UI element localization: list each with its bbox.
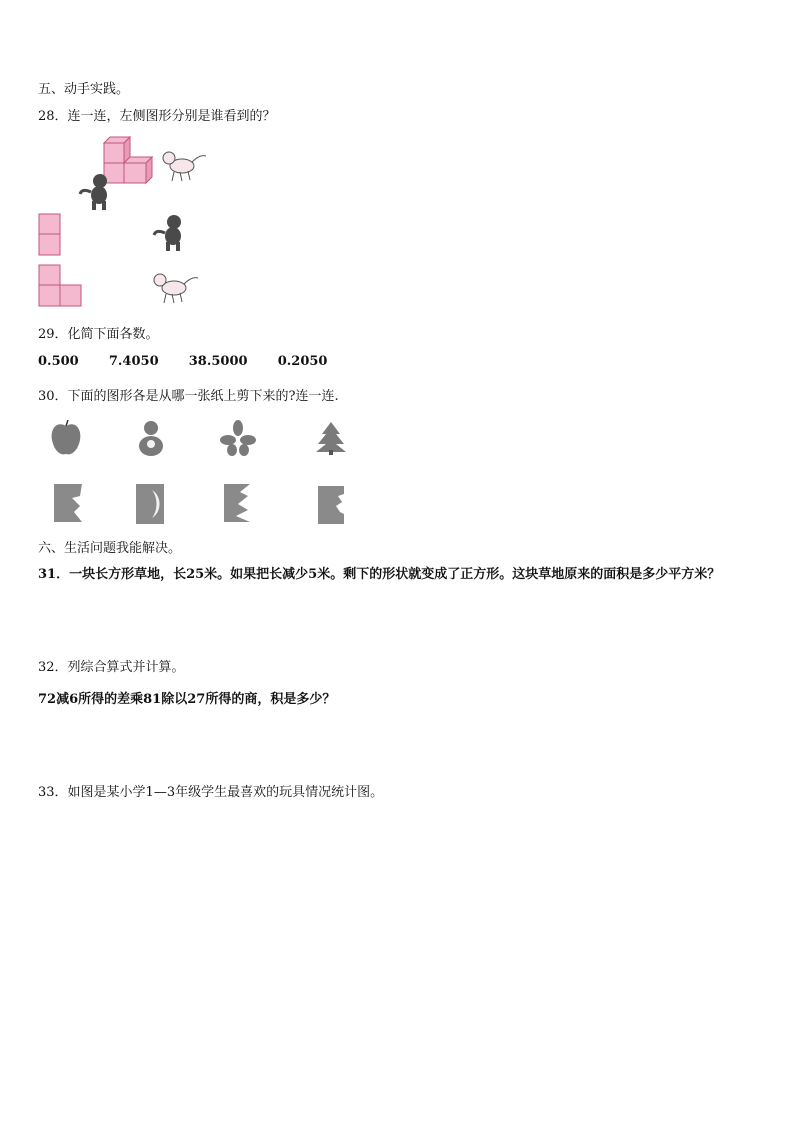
dog-icon: [150, 270, 200, 306]
monkey-icon: [152, 213, 192, 253]
q29-number: 0.500: [38, 354, 79, 369]
question-28: 28．连一连，左侧图形分别是谁看到的？: [38, 109, 276, 124]
cut-paper-icon: [52, 482, 86, 524]
cut-paper-icon: [316, 484, 346, 526]
flower-icon: [220, 420, 256, 456]
section-five-title: 五、动手实践。: [38, 82, 130, 97]
cut-paper-icon: [134, 482, 168, 526]
monkey-icon: [78, 172, 118, 212]
question-32-text: 72减6所得的差乘81除以27所得的商，积是多少？: [38, 692, 336, 707]
q29-number: 38.5000: [188, 354, 248, 369]
column-two-squares-figure: [38, 213, 62, 257]
l-shape-figure: [38, 264, 84, 308]
q29-number-list: [38, 354, 353, 369]
question-29: 29．化简下面各数。: [38, 327, 159, 342]
question-30: 30．下面的图形各是从哪一张纸上剪下来的?连一连.: [38, 389, 339, 404]
tree-icon: [314, 420, 348, 456]
q29-number: 0.2050: [277, 354, 328, 369]
section-six-title: 六、生活问题我能解决。: [38, 541, 182, 556]
gourd-icon: [136, 416, 166, 458]
question-32: 32．列综合算式并计算。: [38, 660, 185, 675]
question-33: 33．如图是某小学1—3年级学生最喜欢的玩具情况统计图。: [38, 785, 384, 800]
dog-icon: [160, 148, 210, 184]
q29-number: 7.4050: [108, 354, 159, 369]
question-31: 31．一块长方形草地，长25米。如果把长减少5米。剩下的形状就变成了正方形。这块草地原来的面积是多少平方米？: [38, 567, 721, 582]
cut-paper-icon: [222, 482, 252, 524]
apple-icon: [48, 418, 84, 458]
